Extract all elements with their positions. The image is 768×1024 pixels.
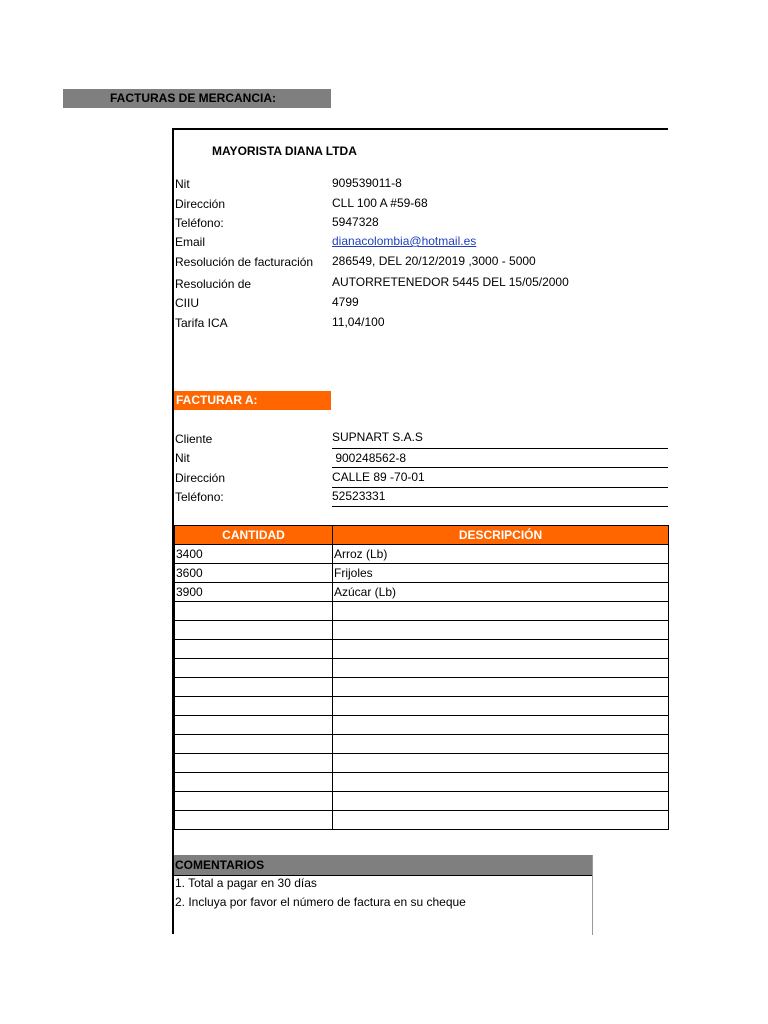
client-nit-value: 900248562-8	[332, 451, 407, 465]
table-row	[175, 583, 669, 602]
company-nit-value: 909539011-8	[332, 176, 402, 190]
empty-table-row	[175, 621, 669, 640]
quantity-cell[interactable]	[175, 678, 333, 697]
empty-table-row	[175, 602, 669, 621]
company-phone-label: Teléfono:	[175, 216, 224, 230]
client-name-label: Cliente	[175, 432, 213, 446]
quantity-cell[interactable]: 3600	[175, 564, 333, 583]
bill-to-heading-text: FACTURAR A:	[176, 393, 258, 407]
quantity-cell[interactable]	[175, 697, 333, 716]
empty-table-row	[175, 735, 669, 754]
quantity-column-header: CANTIDAD	[175, 526, 333, 545]
client-name-value: SUPNART S.A.S	[332, 430, 423, 444]
quantity-cell[interactable]	[175, 735, 333, 754]
empty-table-row	[175, 754, 669, 773]
table-row	[175, 564, 669, 583]
company-resolution-value: AUTORRETENEDOR 5445 DEL 15/05/2000	[332, 275, 569, 289]
description-cell[interactable]	[333, 602, 669, 621]
description-cell[interactable]: Azúcar (Lb)	[333, 583, 669, 602]
description-cell[interactable]: Frijoles	[333, 564, 669, 583]
empty-table-row	[175, 792, 669, 811]
quantity-cell[interactable]	[175, 602, 333, 621]
quantity-cell[interactable]: 3400	[175, 545, 333, 564]
company-email-link[interactable]: dianacolombia@hotmail.es	[332, 234, 477, 248]
empty-table-row	[175, 716, 669, 735]
items-table	[174, 525, 669, 830]
client-phone-value: 52523331	[332, 489, 386, 503]
company-ica-value: 11,04/100	[332, 315, 385, 329]
items-header-row	[175, 526, 669, 545]
quantity-cell[interactable]	[175, 754, 333, 773]
empty-table-row	[175, 678, 669, 697]
description-cell[interactable]: Arroz (Lb)	[333, 545, 669, 564]
description-cell[interactable]	[333, 697, 669, 716]
comment-line-2: 2. Incluya por favor el número de factura en su cheque	[175, 895, 466, 909]
empty-table-row	[175, 773, 669, 792]
section-title-text: FACTURAS DE MERCANCIA:	[110, 91, 276, 105]
quantity-cell[interactable]	[175, 716, 333, 735]
company-email-label: Email	[175, 235, 206, 249]
quantity-cell[interactable]	[175, 811, 333, 830]
section-title	[63, 89, 331, 108]
comments-box	[174, 855, 593, 935]
description-cell[interactable]	[333, 716, 669, 735]
description-cell[interactable]	[333, 621, 669, 640]
company-name: MAYORISTA DIANA LTDA	[212, 144, 357, 158]
company-resolution-label: Resolución de	[175, 277, 252, 291]
bill-to-heading	[174, 391, 331, 410]
quantity-cell[interactable]	[175, 792, 333, 811]
company-address-label: Dirección	[175, 197, 226, 211]
company-billing-resolution-label: Resolución de facturación	[175, 255, 314, 269]
comments-heading	[174, 855, 592, 876]
description-cell[interactable]	[333, 659, 669, 678]
quantity-cell[interactable]	[175, 621, 333, 640]
company-ciiu-label: CIIU	[175, 296, 199, 310]
comment-line-1: 1. Total a pagar en 30 días	[175, 876, 317, 890]
empty-table-row	[175, 697, 669, 716]
company-ciiu-value: 4799	[332, 295, 359, 309]
description-cell[interactable]	[333, 792, 669, 811]
empty-table-row	[175, 811, 669, 830]
company-address-value: CLL 100 A #59-68	[332, 196, 428, 210]
client-address-underline	[332, 487, 668, 488]
company-billing-resolution-value: 286549, DEL 20/12/2019 ,3000 - 5000	[332, 254, 536, 268]
empty-table-row	[175, 640, 669, 659]
client-nit-label: Nit	[175, 451, 190, 465]
description-cell[interactable]	[333, 811, 669, 830]
client-name-underline	[332, 448, 668, 449]
client-phone-label: Teléfono:	[175, 490, 224, 504]
comments-heading-text: COMENTARIOS	[175, 858, 265, 872]
description-cell[interactable]	[333, 754, 669, 773]
invoice-top-border	[172, 128, 668, 130]
empty-table-row	[175, 659, 669, 678]
company-nit-label: Nit	[175, 177, 190, 191]
company-phone-value: 5947328	[332, 215, 379, 229]
description-cell[interactable]	[333, 773, 669, 792]
description-column-header: DESCRIPCIÓN	[333, 526, 669, 545]
client-address-value: CALLE 89 -70-01	[332, 470, 425, 484]
company-ica-label: Tarifa ICA	[175, 316, 228, 330]
description-cell[interactable]	[333, 640, 669, 659]
quantity-cell[interactable]	[175, 773, 333, 792]
description-cell[interactable]	[333, 735, 669, 754]
client-nit-underline	[332, 467, 668, 468]
description-cell[interactable]	[333, 678, 669, 697]
client-address-label: Dirección	[175, 471, 226, 485]
table-row	[175, 545, 669, 564]
quantity-cell[interactable]	[175, 640, 333, 659]
client-phone-underline	[332, 506, 668, 507]
quantity-cell[interactable]: 3900	[175, 583, 333, 602]
quantity-cell[interactable]	[175, 659, 333, 678]
